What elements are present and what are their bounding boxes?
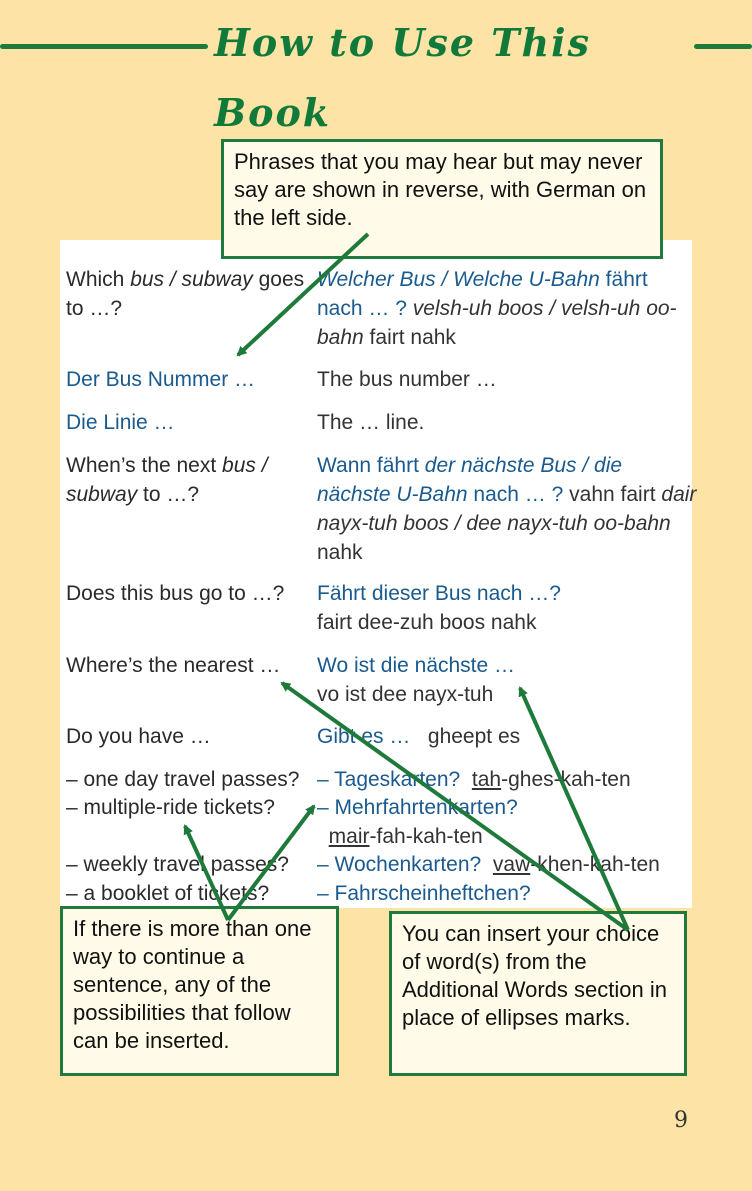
arrow-to-reverse-phrase	[238, 234, 368, 355]
phrase-english-reverse: The … line.	[317, 411, 425, 434]
phrase-german: Gibt es … gheept es	[317, 725, 521, 748]
arrow-to-english-options	[185, 826, 228, 920]
arrow-to-german-options	[228, 806, 314, 920]
option-english: – one day travel passes?	[66, 768, 300, 791]
phrase-german: Welcher Bus / Welche U-Bahn fährt nach … ? velsh-uh boos / velsh-uh oo-bahn fairt nahk	[317, 268, 677, 349]
phrase-english: When’s the next bus / subway to …?	[66, 454, 268, 506]
phrase-german: Wo ist die nächste … vo ist dee nayx-tuh	[317, 654, 516, 706]
option-german: – Tageskarten? tah-ghes-kah-ten	[317, 768, 631, 791]
option-german: – Mehrfahrtenkarten? mair-fah-kah-ten	[317, 796, 518, 848]
phrase-english: Do you have …	[66, 725, 211, 748]
page-title: How to Use This Book	[214, 20, 591, 135]
phrase-english: Does this bus go to …?	[66, 582, 285, 605]
phrase-english: Where’s the nearest …	[66, 654, 281, 677]
option-english: – a booklet of tickets?	[66, 882, 270, 905]
callout-ellipses: You can insert your choice of word(s) from the Additional Words section in place of ellipses marks.	[389, 911, 687, 1076]
option-english: – weekly travel passes?	[66, 853, 289, 876]
phrase-german: Wann fährt der nächste Bus / die nächste U-Bahn nach … ? vahn fairt dair nayx-tuh boos / dee nayx-tuh oo-bahn nahk	[317, 454, 697, 564]
phrase-german: Fährt dieser Bus nach …? fairt dee-zuh boos nahk	[317, 582, 561, 634]
phrase-english-reverse: The bus number …	[317, 368, 497, 391]
arrow-to-nearest-ellipsis	[282, 683, 628, 930]
phrase-german-reverse: Die Linie …	[66, 411, 175, 434]
option-english: – multiple-ride tickets?	[66, 796, 275, 819]
option-german: – Fahrscheinheftchen?	[317, 882, 531, 905]
callout-multiple-options: If there is more than one way to continue a sentence, any of the possibilities that follow can be inserted.	[60, 906, 339, 1076]
option-german: – Wochenkarten? vaw-khen-kah-ten	[317, 853, 660, 876]
phrase-english: Which bus / subway goes to …?	[66, 268, 305, 320]
page-number: 9	[674, 1108, 688, 1133]
callout-reverse-phrases: Phrases that you may hear but may never say are shown in reverse, with German on the left side.	[221, 139, 663, 259]
phrase-german-reverse: Der Bus Nummer …	[66, 368, 256, 391]
